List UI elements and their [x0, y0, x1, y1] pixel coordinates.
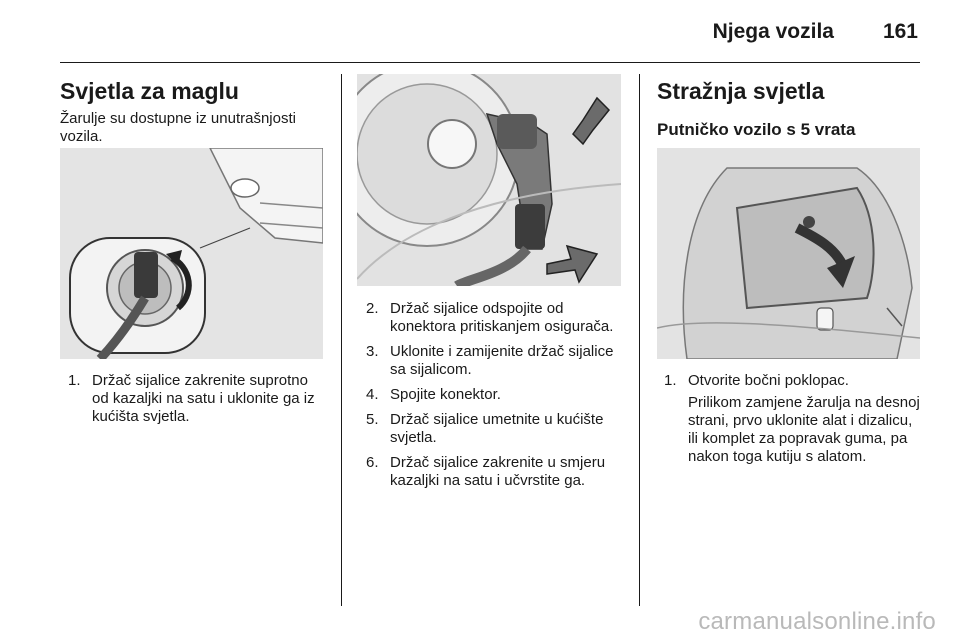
step-number: 2. [366, 300, 379, 317]
list-item [664, 372, 926, 466]
fog-light-illustration [60, 148, 323, 359]
bulb-holder-illustration [357, 74, 621, 286]
list-item [366, 454, 628, 490]
step-number: 1. [68, 372, 81, 389]
step-text: Uklonite i zamijenite držač sijalice sa sijalicom. [390, 343, 614, 378]
watermark: carmanualsonline.info [698, 608, 936, 635]
rear-lights-steps [664, 372, 926, 473]
fog-light-drawing [60, 148, 323, 359]
step-text: Držač sijalice umetnite u kućište svjetla. [390, 411, 604, 446]
step-note: Prilikom zamjene žarulja na desnoj strani, prvo uklonite alat i dizalicu, ili komplet za popravak guma, pa nakon toga kutiju s alatom. [688, 394, 920, 465]
rear-lights-subheading: Putničko vozilo s 5 vrata [657, 120, 856, 139]
step-text: Držač sijalice odspojite od konektora pritiskanjem osigurača. [390, 300, 614, 335]
step-text: Držač sijalice zakrenite suprotno od kazaljki na satu i uklonite ga iz kućišta svjetla. [92, 372, 315, 425]
chapter-title: Njega vozila [712, 20, 834, 43]
list-item [366, 300, 628, 336]
step-number: 1. [664, 372, 677, 389]
side-cover-drawing [657, 148, 920, 359]
step-number: 3. [366, 343, 379, 360]
fog-lights-steps [68, 372, 328, 433]
page-header [60, 0, 920, 63]
page-number: 161 [882, 20, 918, 43]
list-item [366, 411, 628, 447]
step-number: 5. [366, 411, 379, 428]
step-text: Otvorite bočni poklopac. [688, 372, 849, 389]
fog-lights-heading: Svjetla za maglu [60, 78, 239, 104]
step-number: 4. [366, 386, 379, 403]
list-item [68, 372, 328, 426]
step-text: Spojite konektor. [390, 386, 501, 403]
side-cover-illustration [657, 148, 920, 359]
list-item [366, 386, 628, 404]
column-divider-2 [639, 74, 640, 606]
bulb-holder-drawing [357, 74, 621, 286]
fog-lights-intro: Žarulje su dostupne iz unutrašnjosti vozila. [60, 110, 296, 145]
rear-lights-heading: Stražnja svjetla [657, 78, 825, 104]
step-number: 6. [366, 454, 379, 471]
column-divider-1 [341, 74, 342, 606]
step-text: Držač sijalice zakrenite u smjeru kazaljki na satu i učvrstite ga. [390, 454, 606, 489]
bulb-holder-steps [366, 300, 628, 497]
list-item [366, 343, 628, 379]
